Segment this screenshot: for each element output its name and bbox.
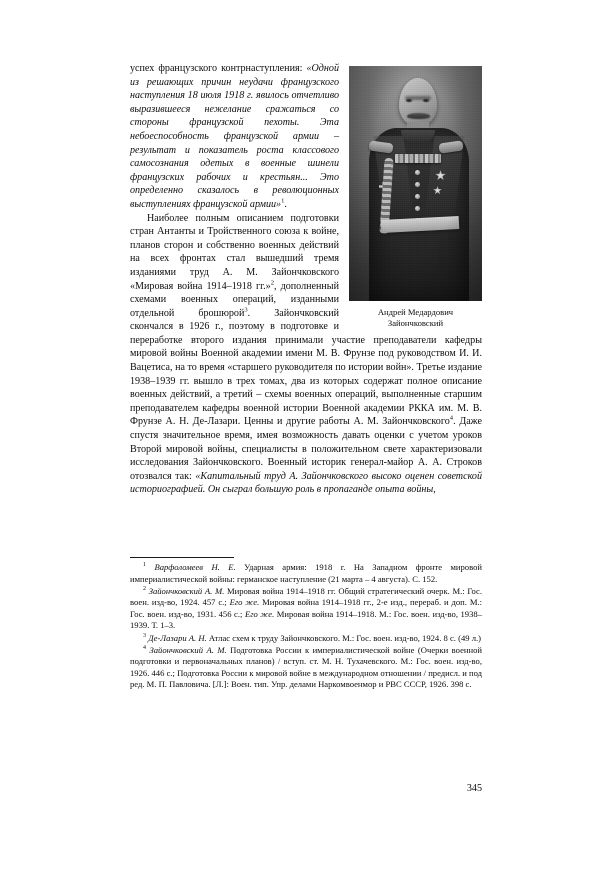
italic-run: Варфоломеев Н. Е. [154,562,236,572]
italic-run: Зайончковский А. М. [149,644,227,655]
text-run: Мировая война 1914–1918 гг., 2-е изд., перераб. и доп. М.: Гос. воен. изд-во, 1931. 456 с.; [130,597,482,619]
text-run: Атлас схем к труду Зайончковского. М.: Гос. воен. изд-во, 1924. 8 с. (49 л.) [206,632,481,643]
footnote-item [130,633,482,645]
italic-run: «Одной из решающих причин неудачи французского наступления 18 июля 1918 г. явилось отчетливо выразившееся нежелание сражаться со стороны французской пехоты. Эта небоеспособность французской армии – результат и показатель роста классового самосознания одетых в военные шинели французских рабочих и крестьян... Это определенно сказалось в революционных выступлениях французской армии» [130,63,339,210]
text-run: Наиболее полным описанием подготовки стран Антанты и Тройственного союза к войне, планов сторон и собственно военных действий на всех фронтах стал вышедший тремя изданиями труд А. М. Зайончковского «Мировая война 1914–1918 гг.» [130,212,339,292]
text-run: Подготовка России к империалистической войне (Очерки военной подготовки и первоначальных планов) / вступ. ст. М. Н. Тухачевского. М.: Гос. воен. изд-во, 1926. 446 с.; Подготовка России к мировой войне в международном отношении / предисл. и под ред. М. П. Павловича. [Л.]: Воен. тип. Упр. делами Наркомвоенмор и РВС СССР, 1926. 398 с. [130,644,482,690]
text-run: успех французского контрнаступления: [130,63,307,74]
footnote-marker: 3 [143,632,146,639]
footnote-list [130,562,482,691]
footnote-marker: 4 [143,644,146,651]
figure-caption-line-1: Андрей Медардович [377,307,454,317]
italic-run: «Капитальный труд А. Зайончковского высоко оценен советской историографией. Он сыграл большую роль в пропаганде опыта войны, [130,470,483,496]
italic-run: Де-Лазари А. Н. [148,632,207,643]
footnotes-section [130,557,482,692]
footnote-marker: 1 [143,562,146,569]
figure-caption-line-2: Зайончковский [387,318,444,328]
text-run: Мировая война 1914–1918. М.: Гос. воен. изд-во, 1938–1939. Т. 1–3. [130,608,482,631]
text-run: . Даже спустя значительное время, имея возможность давать оценки с учетом уроков Второй мировой войны, специалисты в положительном свете характеризовали исследования Зайончковского. Военный историк генерал-майор А. А. Строков отозвался так: [130,416,483,482]
footnote-reference: 1 [281,197,285,205]
text-run: . [284,198,287,210]
page-body-text-column [130,62,482,497]
figure-portrait-block [349,66,482,329]
italic-run: Зайончковский А. М. [148,585,225,596]
figure-caption [349,307,482,329]
footnote-reference: 2 [270,279,274,287]
text-run: Мировая война 1914–1918 гг. Общий стратегический очерк. М.: Гос. воен. изд-во, 1924. 457 с.; [130,585,483,608]
footnote-item [130,645,482,691]
footnote-reference: 3 [244,306,248,314]
portrait-photo [349,66,482,301]
footnote-item [130,586,482,632]
footnote-item [130,562,482,585]
italic-run: Его же. [229,597,260,608]
photo-vignette [349,66,482,301]
text-run: , дополненный схемами военных операций, изданными отдельной брошюрой [130,280,339,319]
text-run: . Зайончковский скончался в 1926 г., поэтому в подготовке и переработке второго издания принимали участие преподаватели кафедры мировой войны Военной академии имени М. В. Фрунзе под руководством И. И. Вацетиса, на то время «старшего руководителя по истории войн». Третье издание 1938–1939 гг. вышло в трех томах, два из которых содержат полное описание военных действий, а третий – схемы военных операций, выполненные старшим преподавателем кафедры военной истории Военной академии РККА им. М. В. Фрунзе А. Н. Де-Лазари. Ценны и другие работы А. М. Зайончковского [130,307,482,428]
footnote-separator-rule [130,557,234,558]
italic-run: Его же. [244,608,275,619]
footnote-reference: 4 [449,415,454,423]
text-run: Ударная армия: 1918 г. На Западном фронте мировой империалистической войны: германское наступление (21 марта – 4 августа). С. 152. [130,562,482,584]
footnote-marker: 2 [143,585,146,592]
page-number: 345 [466,783,482,794]
